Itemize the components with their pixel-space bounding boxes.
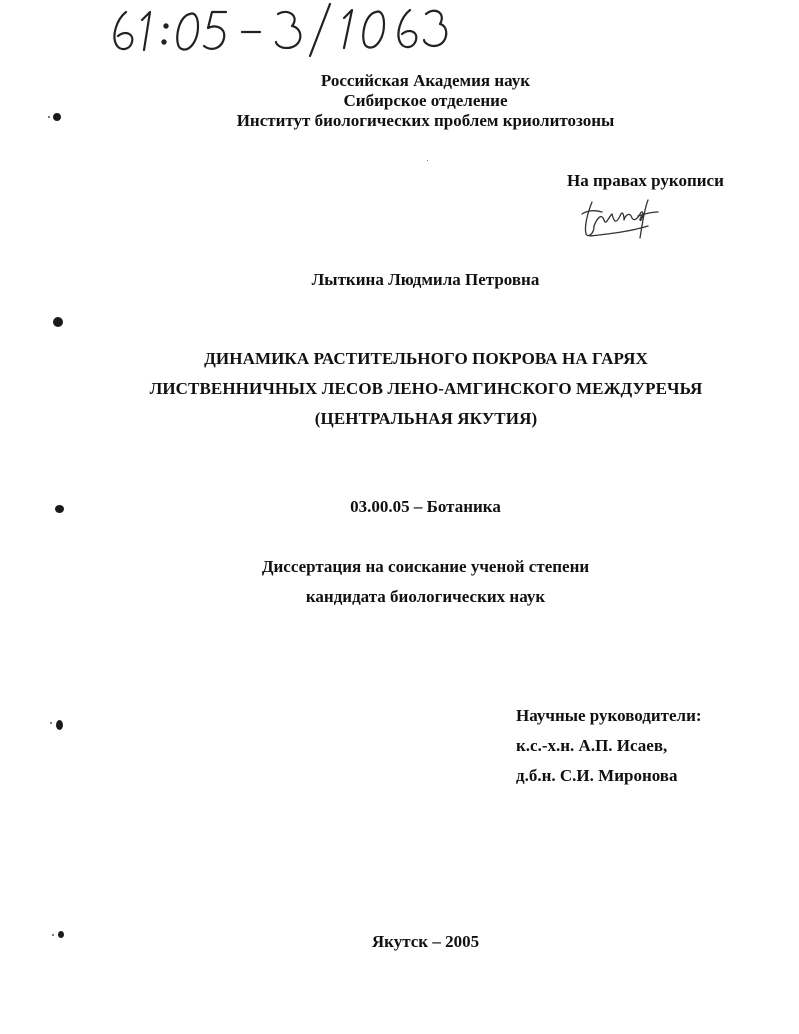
header-academy: Российская Академия наук [320,71,531,90]
title-line-2: ЛИСТВЕННИЧНЫХ ЛЕСОВ ЛЕНО-АМГИНСКОГО МЕЖДУРЕЧЬЯ [149,379,703,398]
scan-speck [48,116,50,118]
punch-hole [53,113,61,121]
punch-hole [53,317,63,327]
header-branch: Сибирское отделение [343,91,508,110]
degree-line-2: кандидата биологических наук [305,587,546,606]
specialty-code: 03.00.05 – Ботаника [350,497,501,516]
punch-hole [56,720,63,730]
manuscript-rights: На правах рукописи [567,171,724,190]
scan-speck [427,160,428,161]
author-name: Лыткина Людмила Петровна [311,270,540,289]
supervisor-item: д.б.н. С.И. Миронова [516,766,678,785]
title-line-3: (ЦЕНТРАЛЬНАЯ ЯКУТИЯ) [314,409,538,428]
title-line-1: ДИНАМИКА РАСТИТЕЛЬНОГО ПОКРОВА НА ГАРЯХ [204,349,648,368]
degree-line-1: Диссертация на соискание ученой степени [261,557,590,576]
scan-speck [50,722,52,724]
signature-graphic [578,196,664,240]
handwritten-code-graphic [108,2,448,58]
scan-speck [52,934,54,936]
place-year: Якутск – 2005 [371,932,480,951]
header-institute: Институт биологических проблем криолитозоны [236,111,615,130]
supervisor-item: к.с.-х.н. А.П. Исаев, [516,736,668,755]
signature [578,196,664,240]
punch-hole [55,505,64,513]
supervisors-heading: Научные руководители: [516,706,702,725]
handwritten-archive-code [108,2,448,58]
punch-hole [58,931,64,938]
